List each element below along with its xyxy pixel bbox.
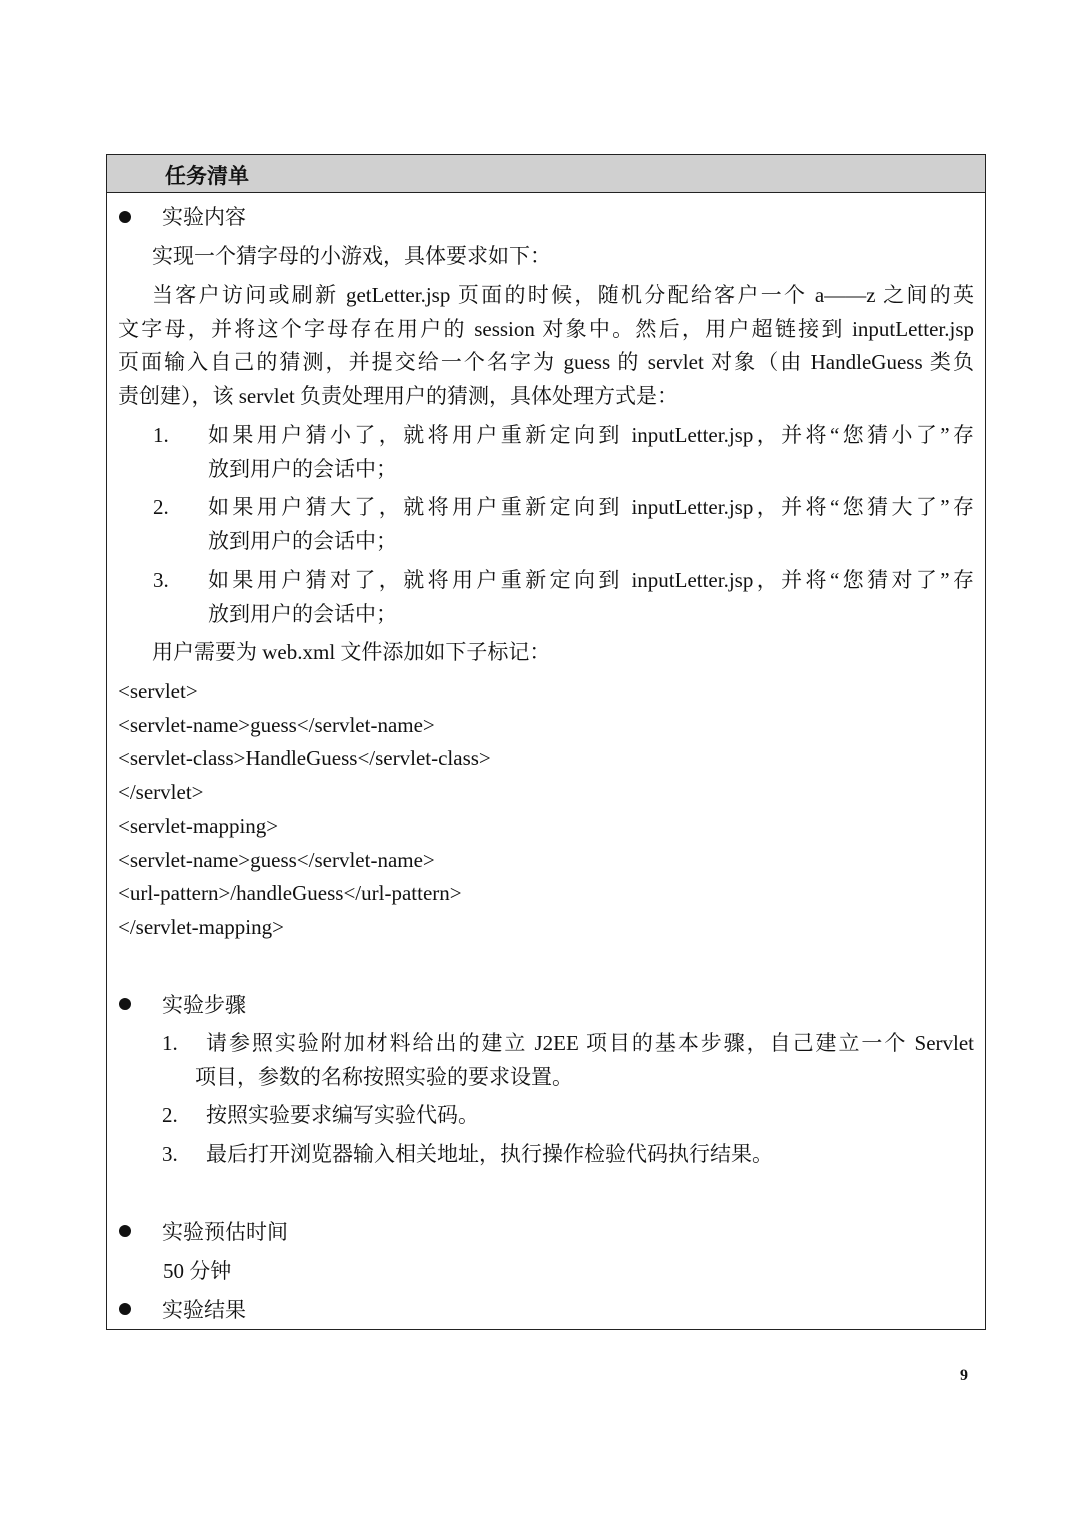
rule-number: 2. <box>153 495 169 519</box>
paragraph-line: 当客户访问或刷新 getLetter.jsp 页面的时候，随机分配给客户一个 a——z 之间的英 <box>152 283 974 307</box>
step-line: 按照实验要求编写实验代码。 <box>206 1103 479 1127</box>
step-number: 3. <box>162 1142 178 1166</box>
rule-line: 如果用户猜小了，就将用户重新定向到 inputLetter.jsp，并将“您猜小了”存 <box>208 423 974 447</box>
table-header <box>107 155 985 193</box>
section-heading-content: 实验内容 <box>162 205 246 229</box>
intro-line: 实现一个猜字母的小游戏，具体要求如下： <box>152 244 551 268</box>
time-value: 50 分钟 <box>163 1259 232 1283</box>
step-line: 请参照实验附加材料给出的建立 J2EE 项目的基本步骤，自己建立一个 Servlet <box>206 1031 974 1055</box>
step-line: 项目，参数的名称按照实验的要求设置。 <box>195 1065 573 1089</box>
section-heading-steps: 实验步骤 <box>162 993 246 1017</box>
bullet-icon <box>119 1303 131 1315</box>
paragraph-line: 文字母，并将这个字母存在用户的 session 对象中。然后，用户超链接到 inputLetter.jsp <box>118 317 974 341</box>
section-heading-result: 实验结果 <box>162 1298 246 1322</box>
rule-line: 放到用户的会话中； <box>208 457 397 481</box>
xml-code-line: <servlet> <box>118 679 198 703</box>
table-header-title: 任务清单 <box>165 164 249 188</box>
xml-code-line: </servlet> <box>118 780 204 804</box>
xml-code-line: <servlet-name>guess</servlet-name> <box>118 713 435 737</box>
step-line: 最后打开浏览器输入相关地址，执行操作检验代码执行结果。 <box>206 1142 773 1166</box>
paragraph-line: 责创建），该 servlet 负责处理用户的猜测，具体处理方式是： <box>118 384 678 408</box>
xml-code-line: <url-pattern>/handleGuess</url-pattern> <box>118 881 462 905</box>
step-number: 1. <box>162 1031 178 1055</box>
rule-line: 放到用户的会话中； <box>208 602 397 626</box>
rule-line: 如果用户猜对了，就将用户重新定向到 inputLetter.jsp，并将“您猜对了”存 <box>208 568 974 592</box>
xml-code-line: <servlet-mapping> <box>118 814 279 838</box>
xml-code-line: </servlet-mapping> <box>118 915 284 939</box>
bullet-icon <box>119 1225 131 1237</box>
bullet-icon <box>119 211 131 223</box>
xml-intro-line: 用户需要为 web.xml 文件添加如下子标记： <box>152 640 551 664</box>
step-number: 2. <box>162 1103 178 1127</box>
xml-code-line: <servlet-class>HandleGuess</servlet-class> <box>118 746 491 770</box>
rule-number: 3. <box>153 568 169 592</box>
rule-line: 如果用户猜大了，就将用户重新定向到 inputLetter.jsp，并将“您猜大了”存 <box>208 495 974 519</box>
rule-line: 放到用户的会话中； <box>208 529 397 553</box>
section-heading-time: 实验预估时间 <box>162 1220 288 1244</box>
page-number: 9 <box>960 1367 968 1384</box>
rule-number: 1. <box>153 423 169 447</box>
paragraph-line: 页面输入自己的猜测，并提交给一个名字为 guess 的 servlet 对象（由 HandleGuess 类负 <box>118 350 974 374</box>
bullet-icon <box>119 998 131 1010</box>
xml-code-line: <servlet-name>guess</servlet-name> <box>118 848 435 872</box>
